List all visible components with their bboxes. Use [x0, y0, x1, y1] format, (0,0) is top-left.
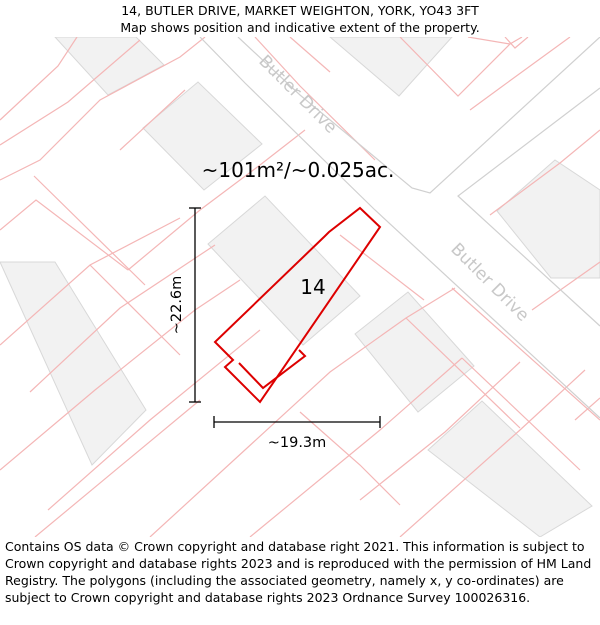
- building: [330, 37, 452, 96]
- width-dimension: [214, 416, 380, 428]
- building: [497, 160, 600, 278]
- road-label-butler-drive: Butler Drive: [254, 51, 341, 138]
- building: [355, 292, 474, 412]
- property-boundary-inner: [239, 350, 305, 388]
- copyright-notice: Contains OS data © Crown copyright and database right 2021. This information is subject to Crown copyright and database rights 2023 and is reproduced with the permission of HM Land Registry. The polygons (including the associated geometry, namely x, y co-ordinates) are subject to Crown copyright and database rights 2023 Ordnance Survey 100026316.: [5, 539, 592, 605]
- height-label: ~22.6m: [169, 275, 185, 335]
- property-address: 14, BUTLER DRIVE, MARKET WEIGHTON, YORK, YO43 3FT: [121, 3, 479, 18]
- building: [428, 401, 592, 537]
- building: [208, 196, 360, 345]
- map-subtitle: Map shows position and indicative extent of the property.: [120, 20, 480, 35]
- area-label: ~101m²/~0.025ac.: [201, 158, 395, 182]
- house-number-label: 14: [300, 275, 326, 299]
- road-label-butler-drive: Butler Drive: [446, 239, 533, 326]
- map-header: [0, 2, 600, 36]
- width-label: ~19.3m: [267, 435, 327, 451]
- height-dimension: [189, 208, 201, 402]
- property-map[interactable]: [0, 37, 600, 537]
- building: [0, 262, 146, 465]
